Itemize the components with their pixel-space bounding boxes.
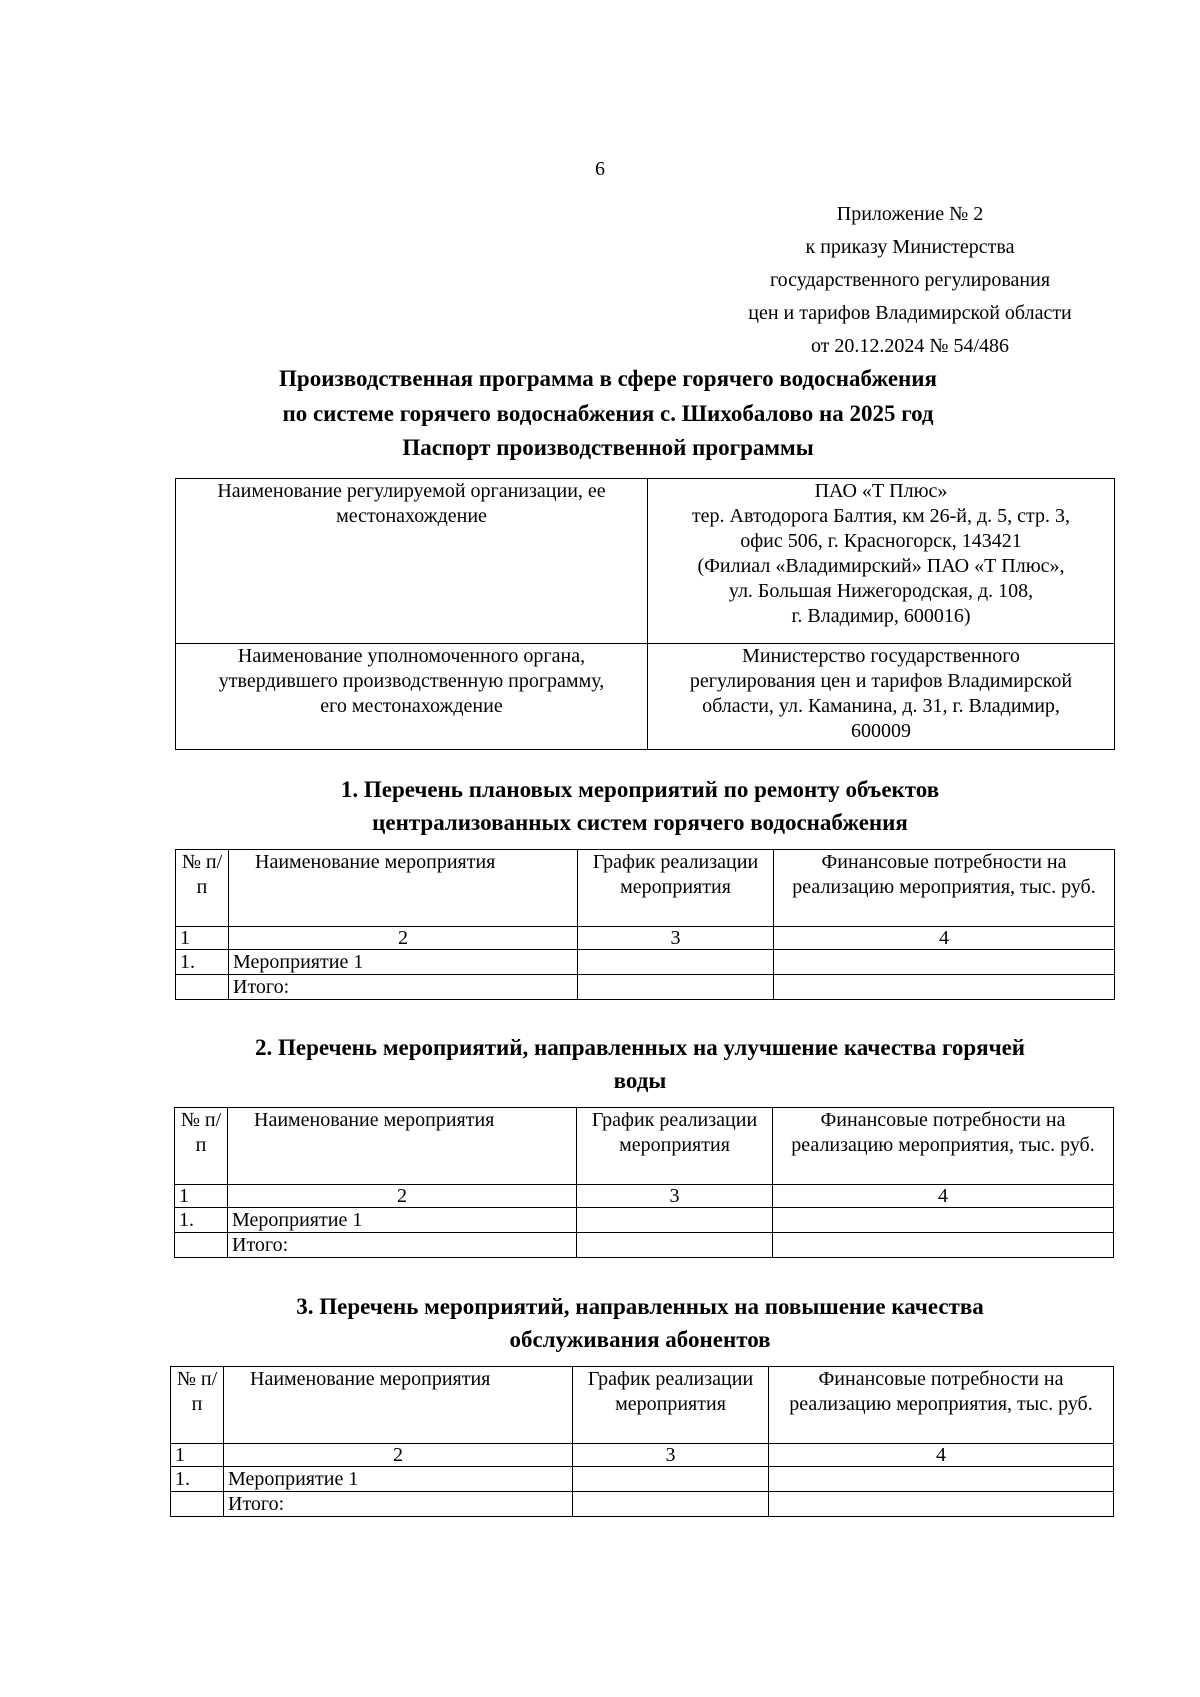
- column-number: 4: [769, 1444, 1114, 1467]
- column-number-row: [175, 1185, 1114, 1208]
- column-number: 1: [171, 1444, 224, 1467]
- total-row: [175, 1233, 1114, 1258]
- total-number: [175, 1233, 228, 1258]
- row-name: Мероприятие 1: [229, 950, 578, 975]
- column-number-row: [176, 927, 1115, 950]
- column-number: 2: [224, 1444, 573, 1467]
- column-number: 4: [774, 927, 1115, 950]
- document-title: [176, 361, 1040, 431]
- authority-label-line: его местонахождение: [320, 695, 503, 717]
- document-title-line: по системе горячего водоснабжения с. Шихобалово на 2025 год: [282, 401, 934, 426]
- authority-value-line: регулирования цен и тарифов Владимирской: [689, 670, 1073, 692]
- passport-row-authority: [176, 644, 1115, 750]
- column-number: 2: [228, 1185, 577, 1208]
- column-header-schedule: График реализации мероприятия: [573, 1367, 769, 1444]
- total-label: Итого:: [228, 1233, 577, 1258]
- organization-value-line: г. Владимир, 600016): [791, 605, 971, 627]
- passport-title: Паспорт производственной программы: [402, 435, 814, 460]
- section-3-title: [200, 1290, 1080, 1356]
- total-number: [171, 1492, 224, 1517]
- row-schedule: [577, 1208, 773, 1233]
- authority-value-line: области, ул. Каманина, д. 31, г. Владимир,: [702, 695, 1060, 717]
- authority-value: [648, 644, 1115, 750]
- section-1-table: [175, 849, 1115, 1000]
- section-title-line: централизованных систем горячего водоснабжения: [372, 810, 908, 835]
- organization-value-line: тер. Автодорога Балтия, км 26-й, д. 5, стр. 3,: [691, 505, 1071, 527]
- column-header-num: № п/п: [171, 1367, 224, 1444]
- column-header-num: № п/п: [176, 850, 229, 927]
- document-title-line: Производственная программа в сфере горячего водоснабжения: [279, 366, 937, 391]
- row-name: Мероприятие 1: [224, 1467, 573, 1492]
- authority-label: [176, 644, 648, 750]
- row-finance: [769, 1467, 1114, 1492]
- row-number: 1.: [176, 950, 229, 975]
- column-header-finance: Финансовые потребности на реализацию мероприятия, тыс. руб.: [769, 1367, 1114, 1444]
- column-number: 3: [578, 927, 774, 950]
- row-finance: [774, 950, 1115, 975]
- appendix-line: Приложение № 2: [836, 203, 984, 225]
- total-schedule: [578, 975, 774, 1000]
- column-header-finance: Финансовые потребности на реализацию мероприятия, тыс. руб.: [774, 850, 1115, 927]
- row-number: 1.: [171, 1467, 224, 1492]
- column-header-finance: Финансовые потребности на реализацию мероприятия, тыс. руб.: [773, 1108, 1114, 1185]
- appendix-line: к приказу Министерства: [805, 236, 1015, 258]
- column-header-schedule: График реализации мероприятия: [578, 850, 774, 927]
- section-title-line: 1. Перечень плановых мероприятий по ремонту объектов: [340, 777, 940, 802]
- section-2-table: [174, 1107, 1114, 1258]
- appendix-line: от 20.12.2024 № 54/486: [810, 335, 1010, 357]
- total-finance: [773, 1233, 1114, 1258]
- table-header-row: [176, 850, 1115, 927]
- column-number-row: [171, 1444, 1114, 1467]
- organization-value-line: офис 506, г. Красногорск, 143421: [740, 530, 1022, 552]
- section-title-line: 2. Перечень мероприятий, направленных на улучшение качества горячей: [254, 1035, 1026, 1060]
- passport-row-organization: [176, 479, 1115, 644]
- row-finance: [773, 1208, 1114, 1233]
- column-number: 3: [573, 1444, 769, 1467]
- total-number: [176, 975, 229, 1000]
- appendix-line: государственного регулирования: [769, 269, 1051, 291]
- section-title-line: 3. Перечень мероприятий, направленных на повышение качества: [296, 1294, 984, 1319]
- total-row: [171, 1492, 1114, 1517]
- column-number: 4: [773, 1185, 1114, 1208]
- total-schedule: [573, 1492, 769, 1517]
- column-number: 2: [229, 927, 578, 950]
- row-schedule: [578, 950, 774, 975]
- table-header-row: [171, 1367, 1114, 1444]
- section-2-title: [180, 1031, 1100, 1097]
- authority-label-line: утвердившего производственную программу,: [218, 670, 605, 692]
- row-schedule: [573, 1467, 769, 1492]
- appendix-block: [720, 198, 1100, 363]
- appendix-line: цен и тарифов Владимирской области: [748, 302, 1072, 324]
- authority-label-line: Наименование уполномоченного органа,: [237, 645, 586, 667]
- section-3-table: [170, 1366, 1114, 1517]
- column-number: 1: [175, 1185, 228, 1208]
- column-header-name: Наименование мероприятия: [224, 1367, 573, 1444]
- authority-value-line: 600009: [851, 720, 911, 742]
- total-schedule: [577, 1233, 773, 1258]
- section-title-line: воды: [613, 1068, 667, 1093]
- table-header-row: [175, 1108, 1114, 1185]
- organization-value-line: ПАО «Т Плюс»: [814, 480, 948, 502]
- column-header-num: № п/п: [175, 1108, 228, 1185]
- page-number: 6: [595, 158, 605, 180]
- organization-value-line: ул. Большая Нижегородская, д. 108,: [728, 580, 1034, 602]
- column-header-schedule: График реализации мероприятия: [577, 1108, 773, 1185]
- total-finance: [774, 975, 1115, 1000]
- organization-value-line: (Филиал «Владимирский» ПАО «Т Плюс»,: [697, 555, 1065, 577]
- authority-value-line: Министерство государственного: [742, 645, 1020, 667]
- table-row: [171, 1467, 1114, 1492]
- column-number: 3: [577, 1185, 773, 1208]
- total-finance: [769, 1492, 1114, 1517]
- total-row: [176, 975, 1115, 1000]
- table-row: [176, 950, 1115, 975]
- section-title-line: обслуживания абонентов: [509, 1327, 771, 1352]
- table-row: [175, 1208, 1114, 1233]
- total-label: Итого:: [224, 1492, 573, 1517]
- organization-value: [648, 479, 1115, 644]
- passport-table: [175, 478, 1115, 750]
- section-1-title: [180, 773, 1100, 839]
- column-header-name: Наименование мероприятия: [228, 1108, 577, 1185]
- row-name: Мероприятие 1: [228, 1208, 577, 1233]
- column-header-name: Наименование мероприятия: [229, 850, 578, 927]
- row-number: 1.: [175, 1208, 228, 1233]
- organization-label: Наименование регулируемой организации, ее местонахождение: [176, 479, 648, 644]
- total-label: Итого:: [229, 975, 578, 1000]
- column-number: 1: [176, 927, 229, 950]
